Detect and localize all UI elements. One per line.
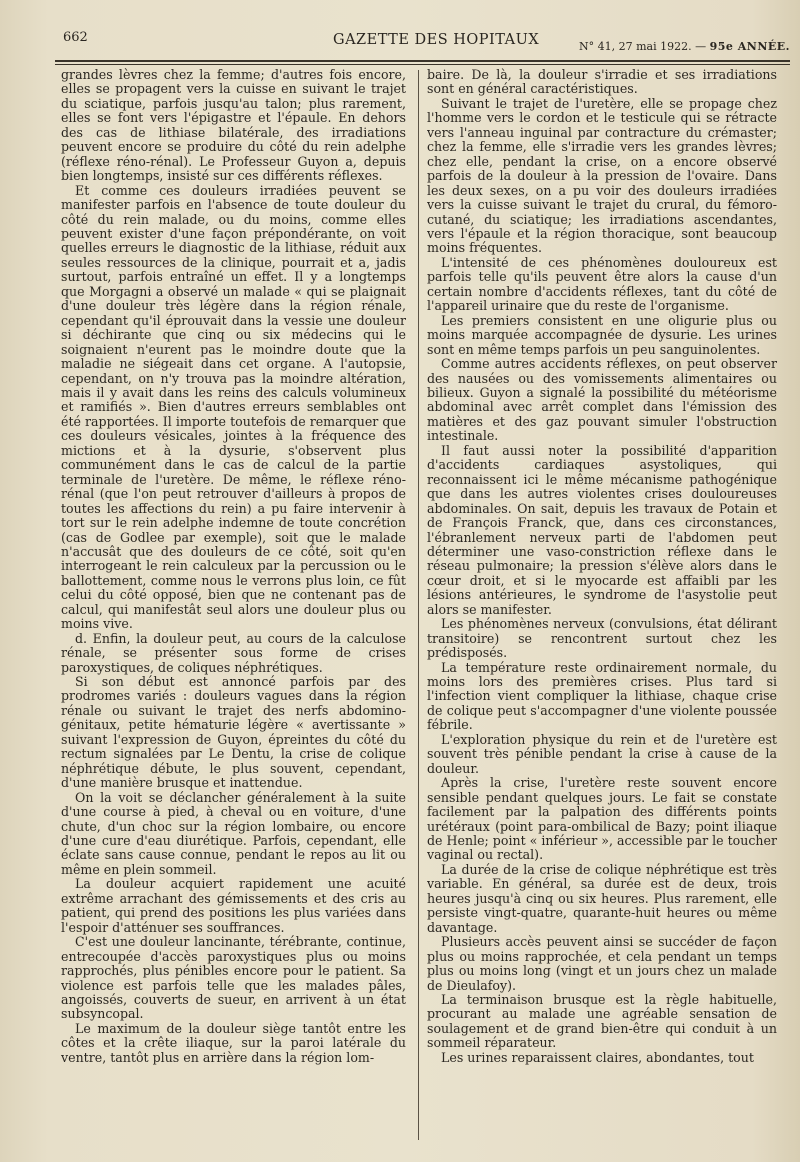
paragraph: Suivant le trajet de l'uretère, elle se propage chez l'homme vers le cordon et le testicule qui se rétracte vers l'anneau inguinal par contracture du crémaster; chez la femme, elle s'irradie vers les grandes lèvres; chez elle, pendant la crise, on a encore observé parfois de la douleur à la pression de l'ovaire. Dans les deux sexes, on a pu voir des douleurs irradiées vers la cuisse suivant le trajet du crural, du fémoro-cutané, du sciatique; les irradiations ascendantes, vers l'épaule et la région thoracique, sont beaucoup moins fréquentes. <box>427 95 777 256</box>
paragraph: La douleur acquiert rapidement une acuité extrême arrachant des gémissements et des cris au patient, qui prend des positions les plus variées dans l'espoir d'atténuer ses souffrances. <box>61 876 406 935</box>
paragraph: d. Enfin, la douleur peut, au cours de la calculose rénale, se présenter sous forme de crises paroxystiques, de coliques néphrétiques. <box>61 630 406 675</box>
left-column <box>61 68 406 1148</box>
paragraph: Si son début est annoncé parfois par des prodromes variés : douleurs vagues dans la région rénale ou suivant le trajet des nerfs abdomino-génitaux, petite hématurie légère « avertissante » suivant l'expression de Guyon, épreintes du côté du rectum signalées par Le Dentu, la crise de colique néphrétique débute, le plus souvent, cependant, d'une manière brusque et inattendue. <box>61 674 406 791</box>
paragraph: Le maximum de la douleur siège tantôt entre les côtes et la crête iliaque, sur la paroi latérale du ventre, tantôt plus en arrière dans la région lom- <box>61 1020 406 1065</box>
page-header <box>55 24 790 54</box>
header-rule <box>55 60 790 62</box>
issue-date: N° 41, 27 mai 1922. — <box>579 40 707 53</box>
paragraph: Les premiers consistent en une oligurie plus ou moins marquée accompagnée de dysurie. Les urines sont en même temps parfois un peu sanguinolentes. <box>427 312 777 357</box>
page-number: 662 <box>63 30 88 45</box>
right-column <box>427 68 777 1148</box>
paragraph: Et comme ces douleurs irradiées peuvent se manifester parfois en l'absence de toute douleur du côté du rein malade, ou du moins, comme elles peuvent exister d'une façon prépondérante, on voit quelles erreurs le diagnostic de la lithiase, réduit aux seules ressources de la clinique, pourrait et a, jadis surtout, parfois entraîné un effet. Il y a longtemps que Morgagni a observé un malade « qui se plaignait d'une douleur très légère dans la région rénale, cependant qu'il éprouvait dans la vessie une douleur si déchirante que cinq ou six médecins qui le soignaient n'eurent pas le moindre doute que la maladie ne siégeait dans cet organe. A l'autopsie, cependant, on n'y trouva pas la moindre altération, mais il y avait dans les reins des calculs volumineux et ramifiés ». Bien d'autres erreurs semblables ont été rapportées. Il importe toutefois de remarquer que ces douleurs vésicales, jointes à la fréquence des mictions et à la dysurie, s'observent plus communément dans le cas de calcul de la partie terminale de l'uretère. De même, le réflexe réno-rénal (que l'on peut retrouver d'ailleurs à propos de toutes les affections du rein) a pu faire intervenir à tort sur le rein adelphe indemne de toute concrétion (cas de Godlee par exemple), soit que le malade n'accusât que des douleurs de ce côté, soit qu'en interrogeant le rein calculeux par la percussion ou le ballottement, comme nous le verrons plus loin, ce fût celui du côté opposé, bien que ne contenant pas de calcul, qui manifestât seul alors une douleur plus ou moins vive. <box>61 182 406 632</box>
paragraph: Après la crise, l'uretère reste souvent encore sensible pendant quelques jours. Le fait se constate facilement par la palpation des différents points urétéraux (point para-ombilical de Bazy; point iliaque de Henle; point « inférieur », accessible par le toucher vaginal ou rectal). <box>427 775 777 863</box>
paragraph: Comme autres accidents réflexes, on peut observer des nausées ou des vomissements alimentaires ou bilieux. Guyon a signalé la possibilité du météorisme abdominal avec arrêt complet dans l'émission des matières et des gaz pouvant simuler l'obstruction intestinale. <box>427 356 777 444</box>
paragraph: Les urines reparaissent claires, abondantes, tout <box>441 1049 754 1065</box>
issue-year: 95e ANNÉE. <box>709 40 790 53</box>
paragraph: grandes lèvres chez la femme; d'autres fois encore, elles se propagent vers la cuisse en suivant le trajet du sciatique, parfois jusqu'au talon; plus rarement, elles se font vers l'épigastre et l'épaule. En dehors des cas de lithiase bilatérale, des irradiations peuvent encore se produire du côté du rein adelphe (réflexe réno-rénal). Le Professeur Guyon a, depuis bien longtemps, insisté sur ces différents réflexes. <box>61 68 406 184</box>
paragraph: C'est une douleur lancinante, térébrante, continue, entrecoupée d'accès paroxystiques plus ou moins rapprochés, plus pénibles encore pour le patient. Sa violence est parfois telle que les malades pâles, angoissés, couverts de sueur, en arrivent à un état subsyncopal. <box>61 934 406 1022</box>
paragraph: L'exploration physique du rein et de l'uretère est souvent très pénible pendant la crise à cause de la douleur. <box>427 731 777 776</box>
paragraph: baire. De là, la douleur s'irradie et ses irradiations sont en général caractéristiques. <box>427 68 777 97</box>
paragraph: La température reste ordinairement normale, du moins lors des premières crises. Plus tard si l'infection vient compliquer la lithiase, chaque crise de colique peut s'accompagner d'une violente poussée fébrile. <box>427 659 777 733</box>
paragraph: L'intensité de ces phénomènes douloureux est parfois telle qu'ils peuvent être alors la cause d'un certain nombre d'accidents réflexes, tant du côté de l'appareil urinaire que du reste de l'organisme. <box>427 254 777 314</box>
paragraph: On la voit se déclancher généralement à la suite d'une course à pied, à cheval ou en voiture, d'une chute, d'un choc sur la région lombaire, ou encore d'une cure d'eau diurétique. Parfois, cependant, elle éclate sans cause connue, pendant le repos au lit ou même en plein sommeil. <box>61 789 406 877</box>
column-divider <box>418 70 419 1140</box>
paragraph: Plusieurs accès peuvent ainsi se succéder de façon plus ou moins rapprochée, et cela pendant un temps plus ou moins long (vingt et un jours chez un malade de Dieulafoy). <box>427 934 777 993</box>
paragraph: Les phénomènes nerveux (convulsions, état délirant transitoire) se rencontrent surtout chez les prédisposés. <box>427 616 777 661</box>
paragraph: La durée de la crise de colique néphrétique est très variable. En général, sa durée est de deux, trois heures jusqu'à cinq ou six heures. Plus rarement, elle persiste vingt-quatre, quarante-huit heures ou même davantage. <box>427 861 777 935</box>
issue-info <box>579 40 790 53</box>
journal-title: GAZETTE DES HOPITAUX <box>333 32 540 48</box>
header-rule-thin <box>55 64 790 65</box>
paragraph: Il faut aussi noter la possibilité d'apparition d'accidents cardiaques asystoliques, qui reconnaissent ici le même mécanisme pathogénique que dans les autres violentes crises douloureuses abdominales. On sait, depuis les travaux de Potain et de François Franck, que, dans ces circonstances, l'ébranlement nerveux parti de l'abdomen peut déterminer une vaso-constriction réflexe dans le réseau pulmonaire; la pression s'élève alors dans le cœur droit, et si le myocarde est affaibli par les lésions antérieures, le syndrome de l'asystolie peut alors se manifester. <box>427 442 777 617</box>
paragraph: La terminaison brusque est la règle habituelle, procurant au malade une agréable sensation de soulagement et de grand bien-être qui conduit à un sommeil réparateur. <box>427 992 777 1051</box>
